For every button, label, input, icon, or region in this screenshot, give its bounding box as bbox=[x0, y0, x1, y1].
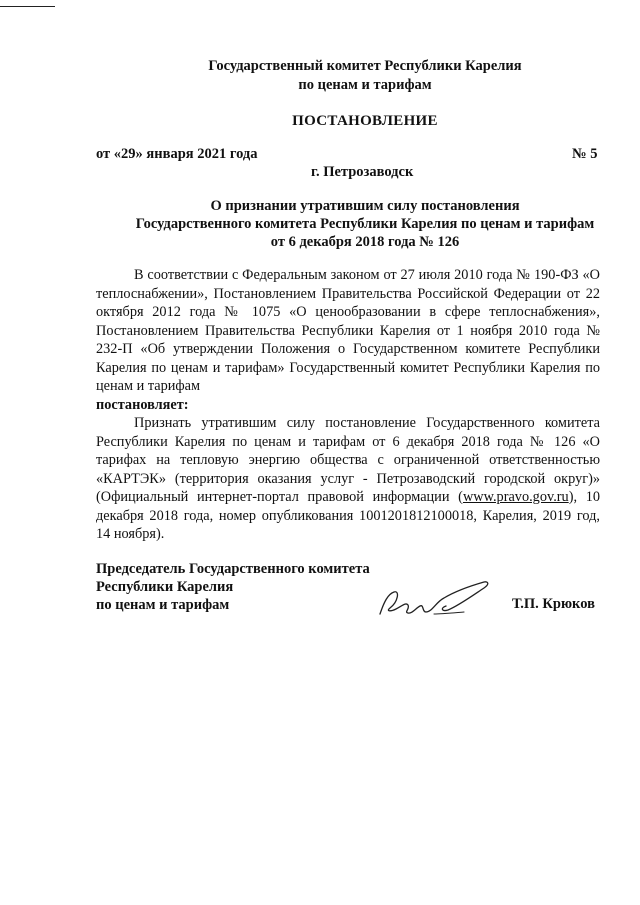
handwritten-signature bbox=[372, 572, 492, 630]
document-title-line2: Государственного комитета Республики Карелия по ценам и тарифам bbox=[135, 216, 595, 232]
pravo-link[interactable]: www.pravo.gov.ru bbox=[462, 489, 569, 505]
document-title-line1: О признании утратившим силу постановления bbox=[210, 198, 520, 214]
document-body bbox=[96, 266, 600, 544]
resolution-text-part1: Признать утратившим силу постановление Государственного комитета Республики Карелия по ценам и тарифам от 6 декабря 2018 года № 126 «О тарифах на тепловую энергию общества с ограниченной ответственностью «КАРТЭК» (территория оказания услуг - Петрозаводский городской округ)» (Официальный интернет-портал правовой информации ( bbox=[96, 415, 600, 505]
issuer-name-line1: Государственный комитет Республики Карелия bbox=[208, 58, 522, 74]
document-city: г. Петрозаводск bbox=[311, 164, 414, 180]
resolution-text-part2: ), 10 декабря 2018 года, номер опубликования 1001201812100018, Карелия, 2019 год, 14 ноября). bbox=[96, 489, 600, 542]
body-paragraph-basis: В соответствии с Федеральным законом от 27 июля 2010 года № 190-ФЗ «О теплоснабжении», Постановлением Правительства Российской Федерации от 22 октября 2012 года № 1075 «О ценообразовании в сфере теплоснабжения», Постановлением Правительства Республики Карелия от 1 ноября 2010 года № 232-П «Об утверждении Положения о Государственном комитете Республики Карелия по ценам и тарифам» Государственный комитет Республики Карелия по ценам и тарифам bbox=[96, 267, 600, 394]
document-title-line3: от 6 декабря 2018 года № 126 bbox=[270, 234, 460, 250]
signer-position-line2: Республики Карелия bbox=[96, 579, 234, 595]
document-type: ПОСТАНОВЛЕНИЕ bbox=[292, 113, 438, 129]
scan-edge-mark bbox=[0, 6, 55, 7]
document-date: от «29» января 2021 года bbox=[96, 146, 258, 162]
document-number: № 5 bbox=[572, 146, 598, 162]
signer-position-line3: по ценам и тарифам bbox=[96, 597, 230, 613]
signer-position-line1: Председатель Государственного комитета bbox=[96, 561, 370, 577]
signer-name: Т.П. Крюков bbox=[512, 596, 595, 612]
decree-word: постановляет: bbox=[96, 396, 189, 413]
issuer-name-line2: по ценам и тарифам bbox=[298, 77, 432, 93]
body-paragraph-resolution bbox=[96, 414, 600, 544]
